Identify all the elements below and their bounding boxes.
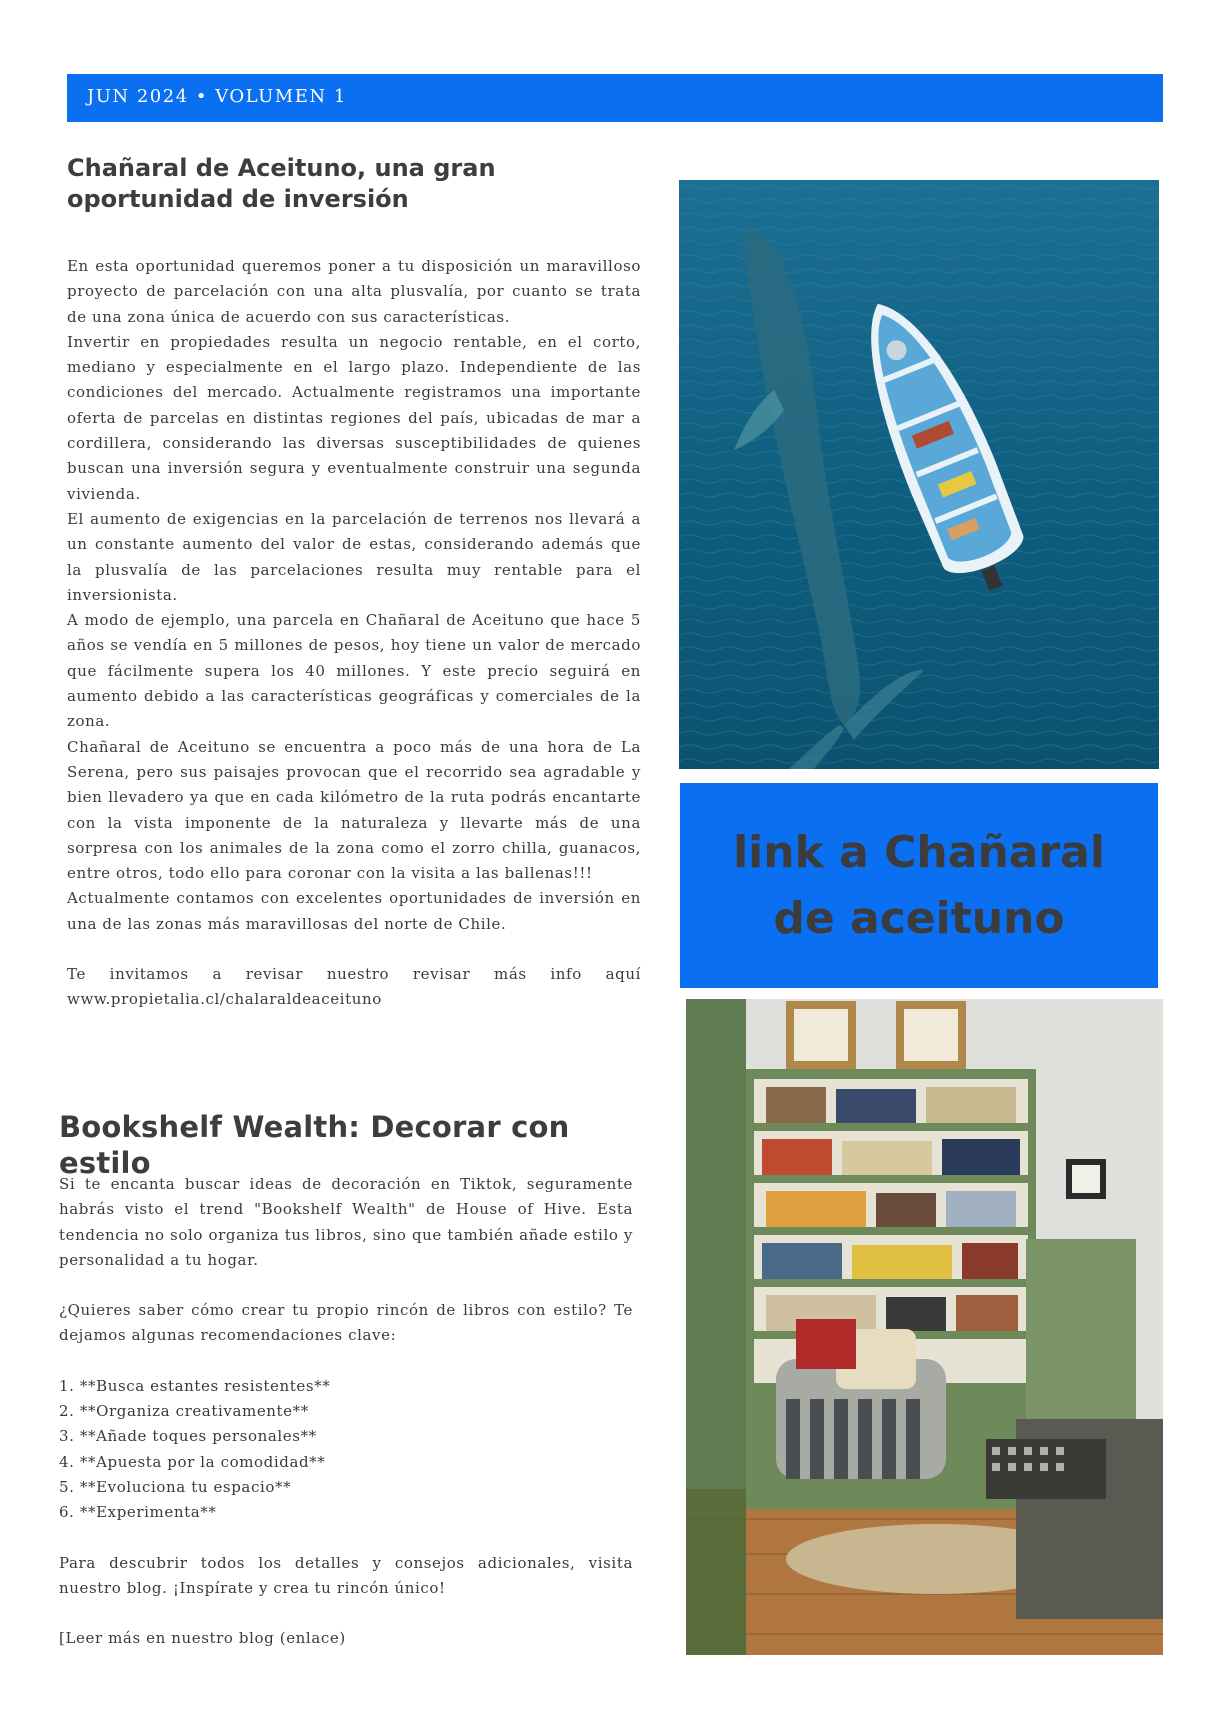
issue-date-volume: JUN 2024 • VOLUMEN 1 [87,86,347,107]
list-item: 5. **Evoluciona tu espacio** [59,1477,292,1496]
article2-body [59,1172,633,1651]
recommendations-list [59,1374,633,1526]
invite-text: Te invitamos a revisar nuestro revisar más info aquí [67,965,641,984]
whale-boat-photo [679,180,1159,769]
chanaral-link-box[interactable] [680,783,1158,988]
list-item: 2. **Organiza creativamente** [59,1402,309,1421]
list-item: 1. **Busca estantes resistentes** [59,1376,331,1395]
article1-paragraph: En esta oportunidad queremos poner a tu disposición un maravilloso proyecto de parcelación con una alta plusvalía, por cuanto se trata de una zona única de acuerdo con sus características. [67,257,641,326]
article1-body [67,254,641,1013]
article2-intro: Si te encanta buscar ideas de decoración en Tiktok, seguramente habrás visto el trend "Bookshelf Wealth" de House of Hive. Esta tendencia no solo organiza tus libros, sino que también añade estilo y personalidad a tu hogar. [59,1175,633,1269]
article2-closing: Para descubrir todos los detalles y consejos adicionales, visita nuestro blog. ¡Inspírate y crea tu rincón único! [59,1553,633,1597]
article2-question: ¿Quieres saber cómo crear tu propio rincón de libros con estilo? Te dejamos algunas recomendaciones clave: [59,1301,633,1345]
list-item: 3. **Añade toques personales** [59,1427,317,1446]
article1-title: Chañaral de Aceituno, una gran oportunidad de inversión [67,154,496,213]
article1-paragraph: Invertir en propiedades resulta un negocio rentable, en el corto, mediano y especialmente en el largo plazo. Independiente de las condiciones del mercado. Actualmente registramos una importante oferta de parcelas en distintas regiones del país, ubicadas de mar a cordillera, considerando las diversas susceptibilidades de quienes buscan una inversión segura y eventualmente construir una segunda vivienda. [67,332,641,503]
list-item: 6. **Experimenta** [59,1503,217,1522]
article1-paragraph: A modo de ejemplo, una parcela en Chañaral de Aceituno que hace 5 años se vendía en 5 millones de pesos, hoy tiene un valor de mercado que fácilmente supera los 40 millones. Y este precio seguirá en aumento debido a las características geográficas y comerciales de la zona. [67,611,641,731]
article1-paragraph: Actualmente contamos con excelentes oportunidades de inversión en una de las zonas más maravillosas del norte de Chile. [67,889,641,933]
read-more-link[interactable]: [Leer más en nuestro blog (enlace) [59,1629,346,1648]
article1-paragraph: El aumento de exigencias en la parcelación de terrenos nos llevará a un constante aumento del valor de estas, considerando además que la plusvalía de las parcelaciones resulta muy rentable para el inversionista. [67,509,641,604]
bookshelf-photo [686,999,1163,1655]
chanaral-link-text[interactable]: link a Chañaral de aceituno [733,826,1105,944]
header-banner [67,74,1163,122]
list-item: 4. **Apuesta por la comodidad** [59,1452,326,1471]
article1-paragraph: Chañaral de Aceituno se encuentra a poco más de una hora de La Serena, pero sus paisajes provocan que el recorrido sea agradable y bien llevadero ya que en cada kilómetro de la ruta podrás encantarte con la vista imponente de la naturaleza y llevarte más de una sorpresa con los animales de la zona como el zorro chilla, guanacos, entre otros, todo ello para coronar con la visita a las ballenas!!! [67,737,641,883]
article2-title: Bookshelf Wealth: Decorar con estilo [59,1110,570,1180]
invite-url-link[interactable]: www.propietalia.cl/chalaraldeaceituno [67,990,382,1009]
